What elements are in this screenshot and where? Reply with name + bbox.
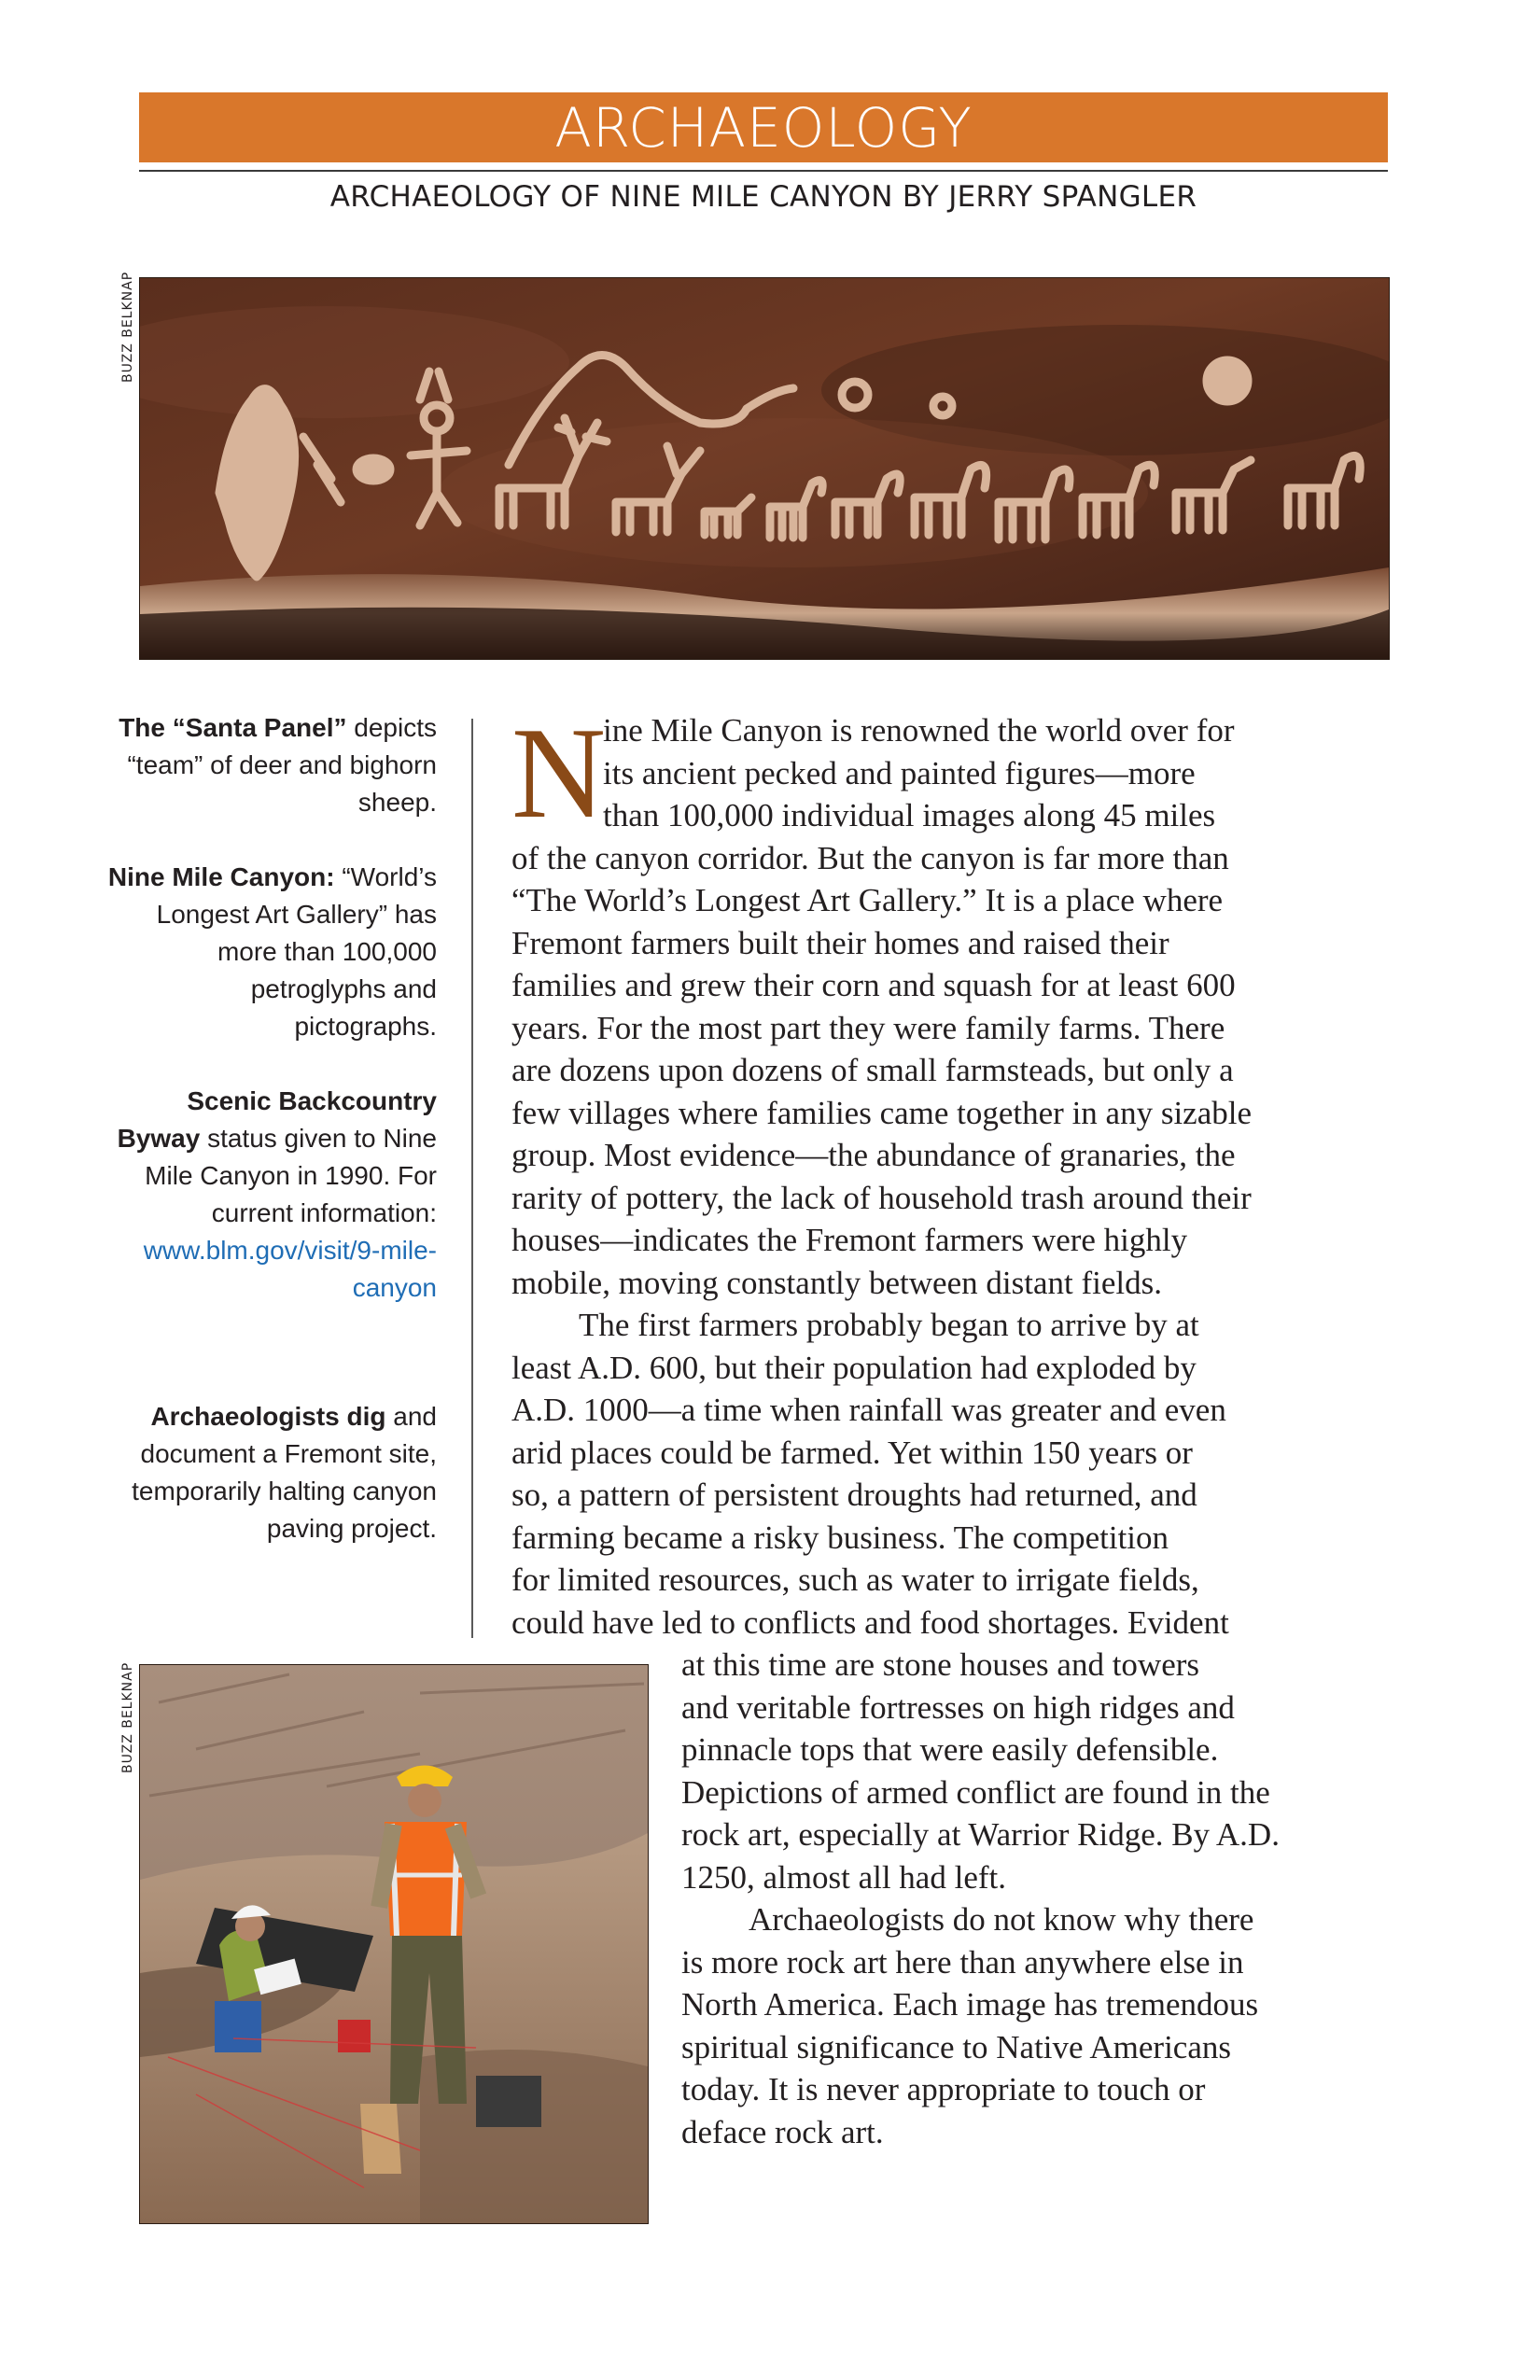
caption-nine-mile — [103, 859, 437, 1045]
article-line: pinnacle tops that were easily defensible. — [681, 1731, 1219, 1768]
caption-santa-panel-lead: The “Santa Panel” — [119, 713, 347, 742]
article-line: A.D. 1000—a time when rainfall was greater and even — [511, 1392, 1226, 1428]
article-line: rarity of pottery, the lack of household trash around their — [511, 1179, 1252, 1216]
caption-byway-text: status given to Nine Mile Canyon in 1990. For current information: — [145, 1124, 437, 1227]
article-line: least A.D. 600, but their population had exploded by — [511, 1349, 1197, 1386]
blm-website-link[interactable]: www.blm.gov/visit/9-mile-canyon — [143, 1236, 437, 1302]
caption-byway-lead: Scenic Backcountry Byway — [117, 1086, 437, 1153]
article-line: few villages where families came together in any sizable — [511, 1094, 1253, 1131]
article-line: mobile, moving constantly between distant fields. — [511, 1264, 1162, 1301]
section-banner — [139, 92, 1388, 162]
article-line: at this time are stone houses and towers — [681, 1646, 1200, 1683]
article-line: is more rock art here than anywhere else in — [681, 1943, 1244, 1981]
caption-dig — [103, 1398, 437, 1547]
article-line: are dozens upon dozens of small farmsteads, but only a — [511, 1052, 1234, 1088]
sidebar-captions — [103, 709, 437, 1547]
article-line: group. Most evidence—the abundance of granaries, the — [511, 1137, 1236, 1173]
bottom-photo-credit: BUZZ BELKNAP — [120, 1661, 135, 1773]
caption-santa-panel — [103, 709, 437, 821]
article-line: families and grew their corn and squash for at least 600 — [511, 967, 1236, 1003]
caption-nine-mile-text: “World’s Longest Art Gallery” has more than 100,000 petroglyphs and pictographs. — [156, 862, 437, 1041]
article-line: so, a pattern of persistent droughts had returned, and — [511, 1477, 1197, 1513]
caption-dig-lead: Archaeologists dig — [150, 1402, 386, 1431]
article-line: The first farmers probably began to arrive by at — [579, 1307, 1199, 1343]
article-line: arid places could be farmed. Yet within 150 years or — [511, 1434, 1193, 1471]
article-line: than 100,000 individual images along 45 miles — [603, 797, 1216, 833]
article-line: houses—indicates the Fremont farmers were highly — [511, 1222, 1188, 1258]
article-line: deface rock art. — [681, 2113, 884, 2150]
top-photo-credit: BUZZ BELKNAP — [120, 271, 135, 383]
drop-cap: N — [511, 701, 607, 846]
article-line: today. It is never appropriate to touch or — [681, 2071, 1206, 2107]
article-line: for limited resources, such as water to irrigate fields, — [511, 1561, 1199, 1598]
caption-santa-panel-text: depicts “team” of deer and bighorn sheep. — [127, 713, 437, 817]
article-line: Depictions of armed conflict are found in the — [681, 1773, 1270, 1811]
article-line: Fremont farmers built their homes and raised their — [511, 924, 1169, 961]
article-subtitle: ARCHAEOLOGY OF NINE MILE CANYON BY JERRY SPANGLER — [329, 180, 1197, 214]
article-line: and veritable fortresses on high ridges and — [681, 1688, 1235, 1726]
article-line: Archaeologists do not know why there — [749, 1901, 1254, 1938]
article-line: North America. Each image has tremendous — [681, 1986, 1259, 2023]
column-divider — [471, 719, 473, 1638]
article-line: its ancient pecked and painted figures—more — [603, 754, 1196, 791]
article-line: 1250, almost all had left. — [681, 1858, 1006, 1896]
header-rule — [139, 170, 1388, 172]
caption-nine-mile-lead: Nine Mile Canyon: — [107, 862, 335, 891]
article-line: years. For the most part they were family farms. There — [511, 1009, 1225, 1046]
section-title: ARCHAEOLOGY — [554, 95, 973, 160]
article-line: rock art, especially at Warrior Ridge. By A.D. — [681, 1816, 1280, 1853]
caption-dig-text: and document a Fremont site, temporarily halting canyon paving project. — [132, 1402, 437, 1543]
article-line: of the canyon corridor. But the canyon is far more than — [511, 839, 1229, 876]
caption-byway — [103, 1083, 437, 1307]
article-line: spiritual significance to Native Americans — [681, 2028, 1231, 2065]
article-line: “The World’s Longest Art Gallery.” It is a place where — [511, 882, 1224, 918]
article-line: farming became a risky business. The competition — [511, 1519, 1169, 1556]
article-line: ine Mile Canyon is renowned the world over for — [603, 712, 1235, 749]
petroglyph-panel-photo — [139, 277, 1390, 660]
article-body — [511, 701, 1398, 2153]
article-line: could have led to conflicts and food shortages. Evident — [511, 1603, 1229, 1641]
